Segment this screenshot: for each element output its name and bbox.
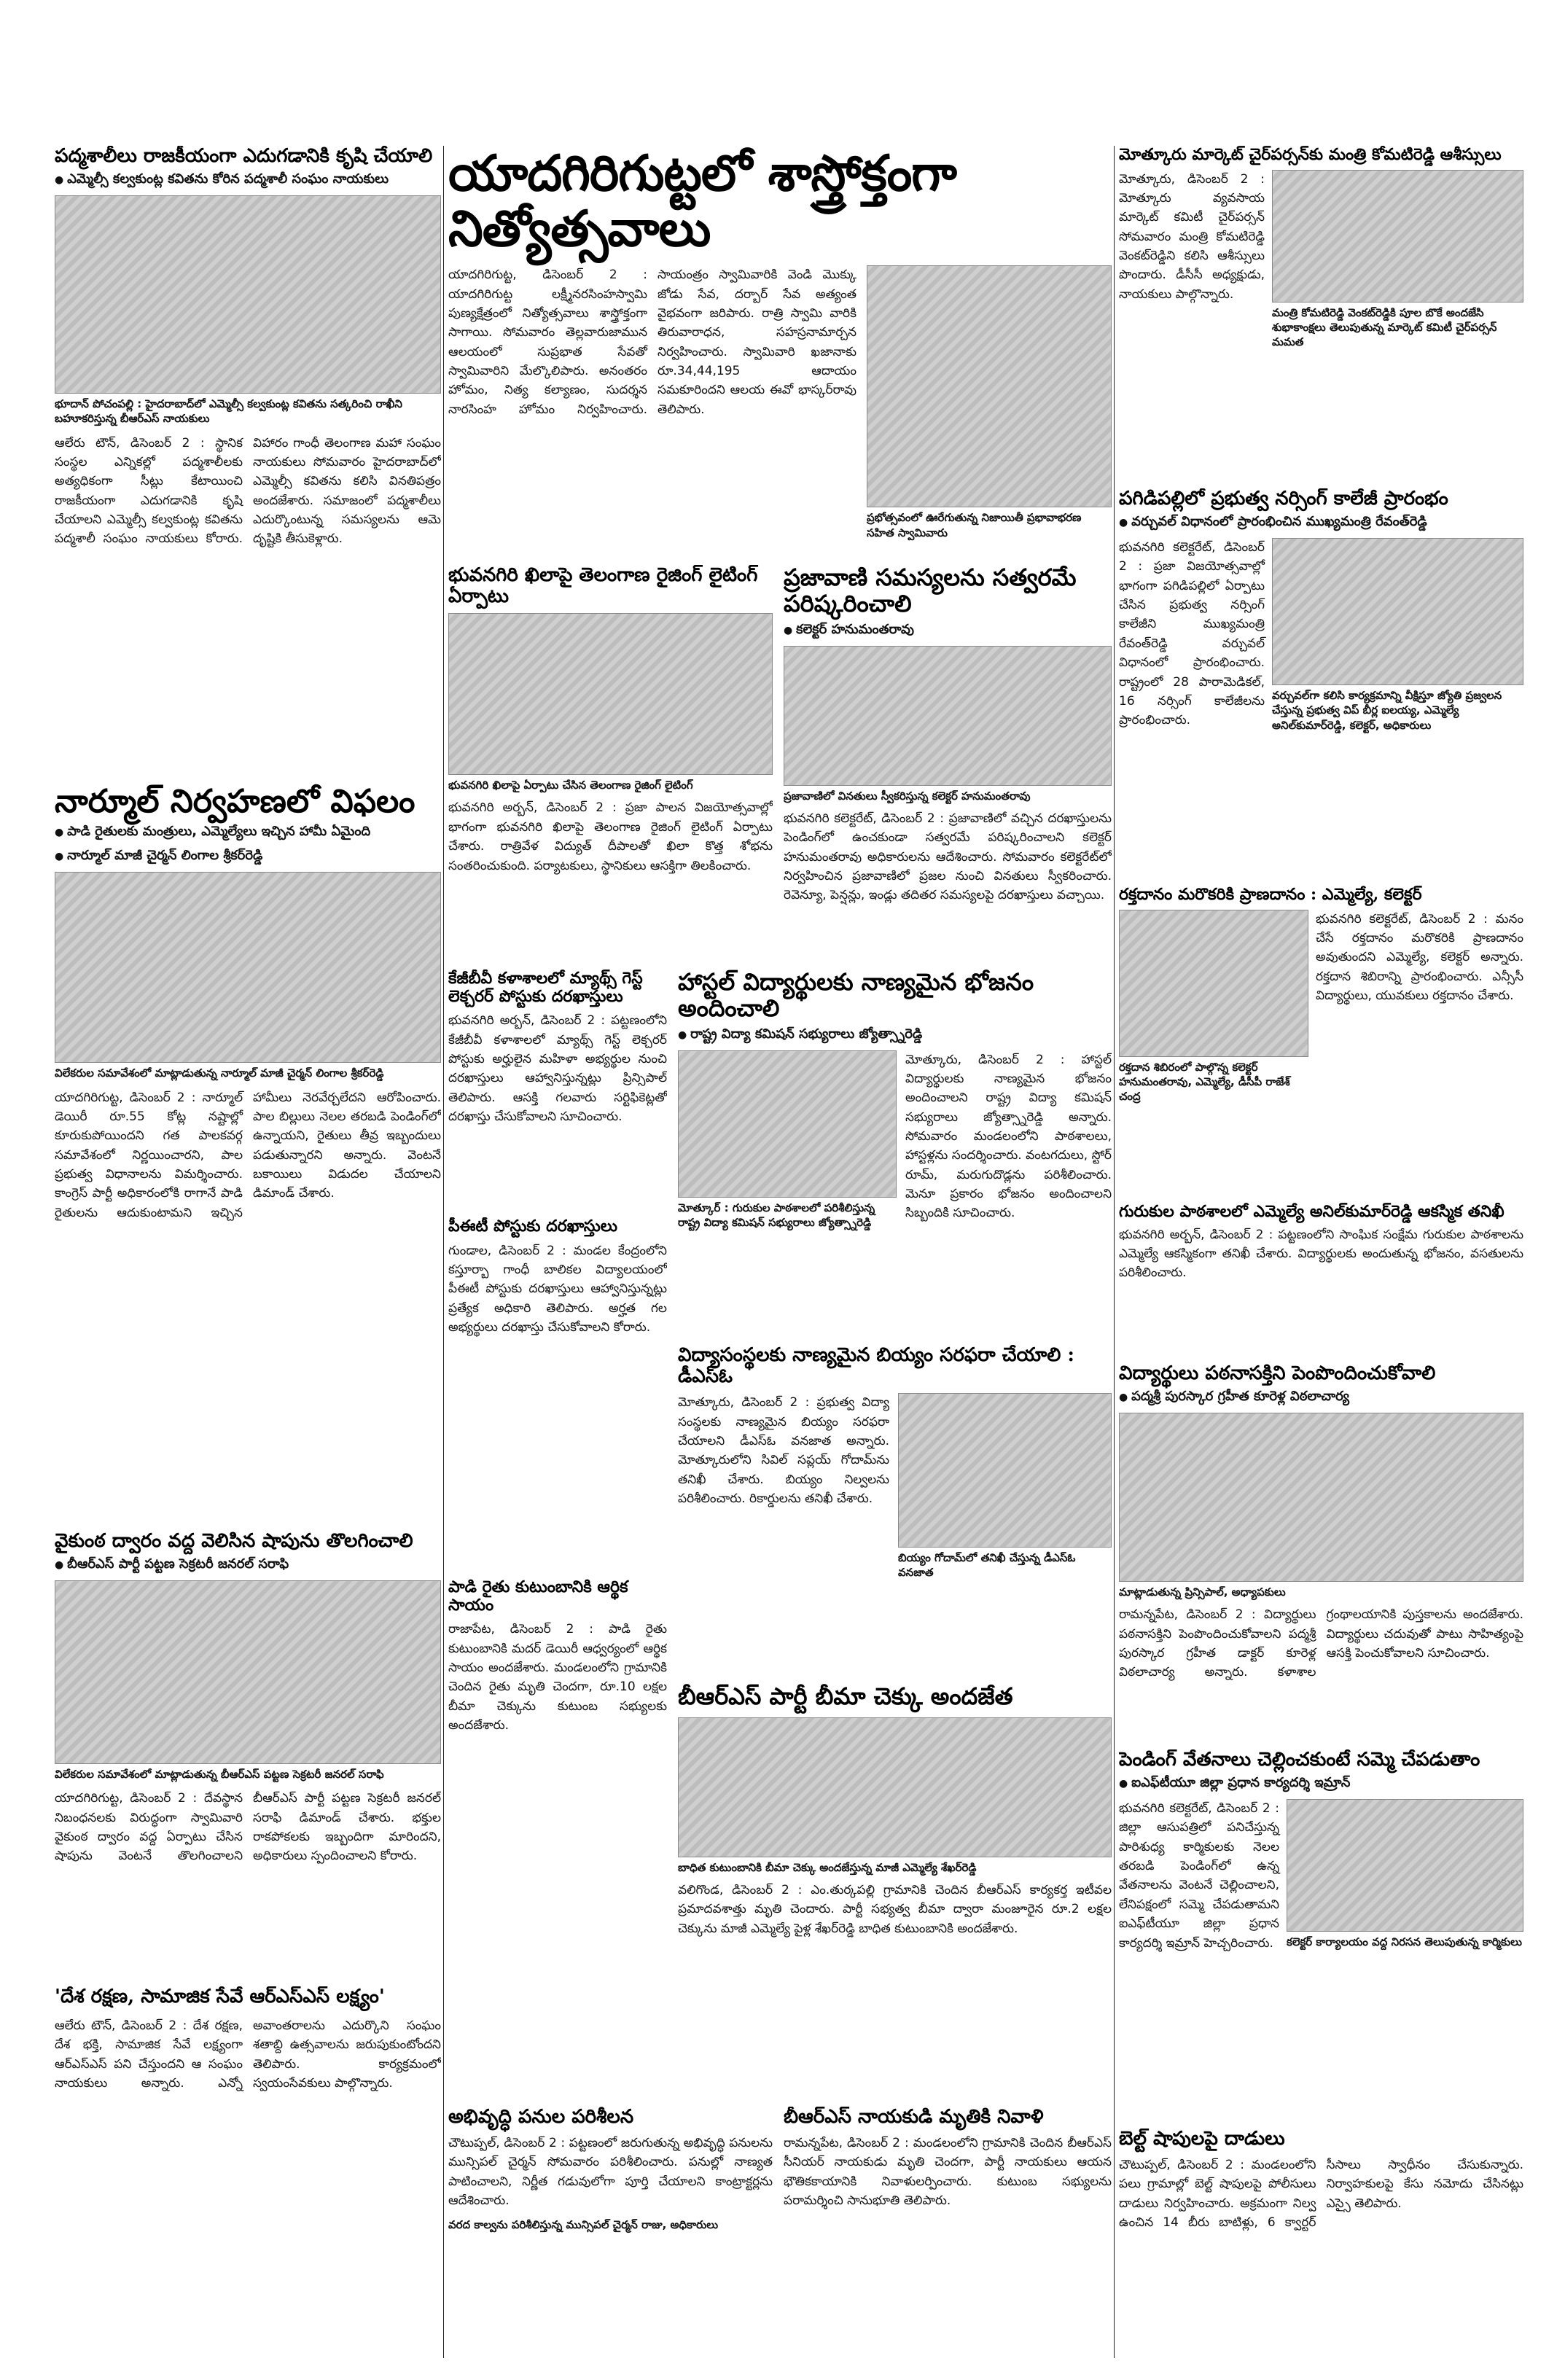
article-body: భువనగిరి కలెక్టరేట్, డిసెంబర్ 2 : ప్రజావాణిలో వచ్చిన దరఖాస్తులను పెండింగ్‌లో ఉంచకుండా సత్వరమే పరిష్కరించాలని కలెక్టర్ హనుమంతరావు అధికారులను ఆదేశించారు. సోమవారం కలెక్టరేట్‌లో నిర్వహించిన ప్రజావాణిలో ప్రజల నుంచి వినతులు స్వీకరించారు. రెవెన్యూ, పెన్షన్లు, ఇండ్లు తదితర సమస్యలపై దరఖాస్తులు వచ్చాయి. <box>784 811 1112 903</box>
photo-caption: భువనగిరి ఖిలాపై ఏర్పాటు చేసిన తెలంగాణ రైజింగ్ లైటింగ్ <box>448 779 693 792</box>
article-headline: భువనగిరి ఖిలాపై తెలంగాణ రైజింగ్ లైటింగ్ ఏర్పాటు <box>448 565 758 608</box>
article-body: భువనగిరి అర్బన్, డిసెంబర్ 2 : ప్రజా పాలన విజయోత్సవాల్లో భాగంగా భువనగిరి ఖిలాపై తెలంగాణ రైజింగ్ లైటింగ్ ఏర్పాటు చేశారు. రాత్రివేళ విద్యుత్ దీపాలతో ఖిలా కొత్త శోభను సంతరించుకుంది. పర్యాటకులు, స్థానికులు ఆసక్తిగా తిలకించారు. <box>448 800 773 873</box>
article-headline: వైకుంఠ ద్వారం వద్ద వెలిసిన షాపును తొలగించాలి <box>55 1531 413 1552</box>
article-belt-shops <box>1119 2129 1523 2362</box>
article-subheadline: ● ఎమ్మెల్సీ కల్వకుంట్ల కవితను కోరిన పద్మశాలీ సంఘం నాయకులు <box>55 171 441 190</box>
article-headline: మోత్కూరు మార్కెట్ చైర్‌పర్సన్‌కు మంత్రి కోమటిరెడ్డి ఆశీస్సులు <box>1119 146 1502 164</box>
lead-article-yadagirigutta <box>448 146 1112 554</box>
news-photo <box>1272 170 1523 303</box>
article-pet-post <box>448 1217 667 1567</box>
article-headline: బీఆర్ఎస్ నాయకుడి మృతికి నివాళి <box>784 2107 1044 2128</box>
news-photo <box>898 1393 1112 1548</box>
article-motkur-market <box>1119 146 1523 477</box>
article-bhuvanagiri-fort <box>448 565 773 959</box>
article-development-works <box>448 2107 773 2362</box>
column-rule <box>443 146 444 2358</box>
article-subheadline: ● పాడి రైతులకు మంత్రులు, ఎమ్మెల్యేలు ఇచ్చిన హామీ ఏమైంది <box>55 824 441 842</box>
article-body: గుండాల, డిసెంబర్ 2 : మండల కేంద్రంలోని కస్తూర్బా గాంధీ బాలికల విద్యాలయంలో పీఈటీ పోస్టుకు దరఖాస్తులు ఆహ్వానిస్తున్నట్లు ప్రత్యేక అధికారి తెలిపారు. అర్హత గల అభ్యర్థులు దరఖాస్తు చేసుకోవాలని కోరారు. <box>448 1243 667 1335</box>
article-prajavani <box>784 565 1112 959</box>
news-photo <box>1119 910 1308 1057</box>
article-body: యాదగిరిగుట్ట, డిసెంబర్ 2 : యాదగిరిగుట్ట లక్ష్మీనరసింహస్వామి పుణ్యక్షేత్రంలో నిత్యోత్సవాలు శాస్త్రోక్తంగా సాగాయి. సోమవారం తెల్లవారుజామున ఆలయంలో సుప్రభాత సేవతో స్వామివారిని మేల్కొలిపారు. అనంతరం హోమం, నిత్య కల్యాణం, సుదర్శన నారసింహ హోమం నిర్వహించారు. సాయంత్రం స్వామివారికి వెండి మొక్కు జోడు సేవ, దర్బార్ సేవ అత్యంత వైభవంగా జరిపారు. రాత్రి స్వామి వారికి తిరువారాధన, సహస్రనామార్చన నిర్వహించారు. స్వామివారి ఖజానాకు రూ.34,44,195 ఆదాయం సమకూరిందని ఆలయ ఈవో భాస్కర్‌రావు తెలిపారు. <box>448 268 856 417</box>
article-brs-insurance <box>678 1684 1112 2092</box>
photo-caption: భూదాన్ పోచంపల్లి : హైదరాబాద్‌లో ఎమ్మెల్సీ కల్వకుంట్ల కవితను సత్కరించి రాఖీని బహూకరిస్తున్న బీఆర్ఎస్ నాయకులు <box>55 397 402 426</box>
article-body: భువనగిరి అర్బన్, డిసెంబర్ 2 : పట్టణంలోని సాంఘిక సంక్షేమ గురుకుల పాఠశాలను ఎమ్మెల్యే ఆకస్మికంగా తనిఖీ చేశారు. విద్యార్థులకు అందుతున్న భోజనం, వసతులను పరిశీలించారు. <box>1119 1227 1523 1281</box>
news-photo <box>55 1580 441 1764</box>
article-subheadline: ● రాష్ట్ర విద్యా కమిషన్ సభ్యురాలు జ్యోత్స్నారెడ్డి <box>678 1026 1112 1045</box>
news-photo <box>1119 1413 1523 1582</box>
article-pending-wages <box>1119 1749 1523 2114</box>
news-photo <box>448 613 773 775</box>
photo-caption: వర్చువల్‌గా కలిసి కార్యక్రమాన్ని వీక్షిస్తూ జ్యోతి ప్రజ్వలన చేస్తున్న ప్రభుత్వ విప్ బీర్ల ఐలయ్య, ఎమ్మెల్యే అనిల్‌కుమార్‌రెడ్డి, కలెక్టర్, అధికారులు <box>1272 689 1502 732</box>
article-body: మోత్కూరు, డిసెంబర్ 2 : మోత్కూరు వ్యవసాయ మార్కెట్ కమిటీ చైర్‌పర్సన్ సోమవారం మంత్రి కోమటిరెడ్డి వెంకట్‌రెడ్డిని కలిసి ఆశీస్సులు పొందారు. డీసీసీ అధ్యక్షుడు, నాయకులు పాల్గొన్నారు. <box>1119 171 1265 302</box>
article-headline: విద్యార్థులు పఠనాసక్తిని పెంపొందించుకోవాలి <box>1119 1363 1436 1384</box>
news-photo <box>678 1050 897 1198</box>
article-headline: విద్యాసంస్థలకు నాణ్యమైన బియ్యం సరఫరా చేయాలి : డీఎస్ఓ <box>678 1345 1074 1388</box>
photo-caption: మంత్రి కోమటిరెడ్డి వెంకట్‌రెడ్డికి పూల బొకే అందజేసి శుభాకాంక్షలు తెలుపుతున్న మార్కెట్ కమిటీ చైర్‌పర్సన్ మమత <box>1272 305 1497 349</box>
news-photo <box>1287 1799 1523 1932</box>
article-headline: పగిడిపల్లిలో ప్రభుత్వ నర్సింగ్ కాలేజీ ప్రారంభం <box>1119 488 1448 510</box>
left-column <box>55 146 441 2365</box>
news-photo <box>678 1717 1112 1857</box>
news-photo <box>55 195 441 394</box>
article-body: మోత్కూరు, డిసెంబర్ 2 : ప్రభుత్వ విద్యా సంస్థలకు నాణ్యమైన బియ్యం సరఫరా చేయాలని డీఎస్ఓ వనజాత అన్నారు. మోత్కూరులోని సివిల్ సప్లయ్ గోదామ్‌ను తనిఖీ చేశారు. బియ్యం నిల్వలను పరిశీలించారు. రికార్డులను తనిఖీ చేశారు. <box>678 1395 889 1506</box>
article-gurukul-inspection <box>1119 1203 1523 1356</box>
photo-caption: కలెక్టర్ కార్యాలయం వద్ద నిరసన తెలుపుతున్న కార్మికులు <box>1287 1935 1522 1949</box>
article-rss <box>55 1986 441 2365</box>
photo-caption: బియ్యం గోదామ్‌లో తనిఖీ చేస్తున్న డీఎస్ఓ వనజాత <box>898 1551 1076 1580</box>
photo-caption: మాట్లాడుతున్న ప్రిన్సిపాల్, అధ్యాపకులు <box>1119 1585 1286 1599</box>
article-body: మోత్కూరు, డిసెంబర్ 2 : హాస్టల్ విద్యార్థులకు నాణ్యమైన భోజనం అందించాలని రాష్ట్ర విద్యా కమిషన్ సభ్యురాలు జ్యోత్స్నారెడ్డి అన్నారు. సోమవారం మండలంలోని పాఠశాలలు, హాస్టళ్లను సందర్శించారు. వంటగదులు, స్టోర్ రూమ్, మరుగుదొడ్లను పరిశీలించారు. మెనూ ప్రకారం భోజనం అందించాలని సిబ్బందికి సూచించారు. <box>905 1052 1112 1221</box>
article-subheadline: ● పద్మశ్రీ పురస్కార గ్రహీత కూరెళ్ల విఠలాచార్య <box>1119 1389 1523 1407</box>
article-headline: పాడి రైతు కుటుంబానికి ఆర్థిక సాయం <box>448 1578 628 1615</box>
article-body: వలిగొండ, డిసెంబర్ 2 : ఎం.తుర్కపల్లి గ్రామానికి చెందిన బీఆర్ఎస్ కార్యకర్త ఇటీవల ప్రమాదవశాత్తు మృతి చెందారు. పార్టీ సభ్యత్వ బీమా ద్వారా మంజూరైన రూ.2 లక్షల చెక్కును మాజీ ఎమ్మెల్యే పైళ్ల శేఖర్‌రెడ్డి బాధిత కుటుంబానికి అందజేశారు. <box>678 1883 1112 1936</box>
article-subheadline: ● కలెక్టర్ హనుమంతరావు <box>784 622 1112 640</box>
photo-caption: బాధిత కుటుంబానికి బీమా చెక్కు అందజేస్తున్న మాజీ ఎమ్మెల్యే శేఖర్‌రెడ్డి <box>678 1860 977 1874</box>
article-farmer-aid <box>448 1578 667 1826</box>
article-headline: పెండింగ్ వేతనాలు చెల్లించకుంటే సమ్మె చేపడుతాం <box>1119 1749 1480 1771</box>
article-headline: పీఈటీ పోస్టుకు దరఖాస్తులు <box>448 1217 617 1236</box>
article-body: చౌటుప్పల్, డిసెంబర్ 2 : పట్టణంలో జరుగుతున్న అభివృద్ధి పనులను మున్సిపల్ చైర్మన్ సోమవారం పరిశీలించారు. పనుల్లో నాణ్యత పాటించాలని, నిర్ణీత గడువులోగా పూర్తి చేయాలని కాంట్రాక్టర్లను ఆదేశించారు. <box>448 2136 773 2209</box>
article-body: భువనగిరి కలెక్టరేట్, డిసెంబర్ 2 : ప్రజా విజయోత్సవాల్లో భాగంగా పగిడిపల్లిలో ఏర్పాటు చేసిన ప్రభుత్వ నర్సింగ్ కాలేజీని ముఖ్యమంత్రి రేవంత్‌రెడ్డి వర్చువల్ విధానంలో ప్రారంభించారు. రాష్ట్రంలో 28 పారామెడికల్, 16 నర్సింగ్ కాలేజీలను ప్రారంభించారు. <box>1119 540 1265 728</box>
article-subheadline: ● ఐఎఫ్‌టీయూ జిల్లా ప్రధాన కార్యదర్శి ఇమ్రాన్ <box>1119 1775 1523 1793</box>
photo-caption: విలేకరుల సమావేశంలో మాట్లాడుతున్న బీఆర్ఎస్ పట్టణ సెక్రటరీ జనరల్ సరాఫి <box>55 1768 384 1782</box>
article-headline: పద్మశాలీలు రాజకీయంగా ఎదుగడానికి కృషి చేయాలి <box>55 146 433 167</box>
photo-caption: ప్రజావాణిలో వినతులు స్వీకరిస్తున్న కలెక్టర్ హనుమంతరావు <box>784 789 1031 803</box>
article-subheadline: ● వర్చువల్ విధానంలో ప్రారంభించిన ముఖ్యమంత్రి రేవంత్‌రెడ్డి <box>1119 514 1523 532</box>
article-body: భువనగిరి అర్బన్, డిసెంబర్ 2 : పట్టణంలోని కేజీబీవీ కళాశాలలో మ్యాథ్స్ గెస్ట్ లెక్చరర్ పోస్టుకు అర్హులైన మహిళా అభ్యర్థుల నుంచి దరఖాస్తులు ఆహ్వానిస్తున్నట్లు ప్రిన్సిపాల్ తెలిపారు. ఆసక్తి గలవారు సర్టిఫికెట్లతో దరఖాస్తు చేసుకోవాలని సూచించారు. <box>448 1013 667 1124</box>
article-headline: గురుకుల పాఠశాలలో ఎమ్మెల్యే అనిల్‌కుమార్‌రెడ్డి ఆకస్మిక తనిఖీ <box>1119 1203 1505 1221</box>
article-subheadline: ● బీఆర్ఎస్ పార్టీ పట్టణ సెక్రటరీ జనరల్ సరాఫి <box>55 1556 441 1575</box>
article-headline: నార్మూల్ నిర్వహణలో విఫలం <box>55 784 415 820</box>
news-photo <box>1272 538 1523 685</box>
article-body: చౌటుప్పల్, డిసెంబర్ 2 : మండలంలోని పలు గ్రామాల్లో బెల్ట్ షాపులపై పోలీసులు దాడులు నిర్వహించారు. అక్రమంగా నిల్వ ఉంచిన 14 బీరు బాటిళ్లు, 6 క్వార్టర్ సీసాలు స్వాధీనం చేసుకున్నారు. నిర్వాహకులపై కేసు నమోదు చేసినట్లు ఎస్సై తెలిపారు. <box>1119 2158 1523 2231</box>
article-body: భువనగిరి కలెక్టరేట్, డిసెంబర్ 2 : జిల్లా ఆసుపత్రిలో పనిచేస్తున్న పారిశుధ్య కార్మికులకు నెలల తరబడి పెండింగ్‌లో ఉన్న వేతనాలను వెంటనే చెల్లించాలని, లేనిపక్షంలో సమ్మె చేపడుతామని ఐఎఫ్‌టీయూ జిల్లా ప్రధాన కార్యదర్శి ఇమ్రాన్ హెచ్చరించారు. <box>1119 1801 1279 1951</box>
article-headline: బీఆర్ఎస్ పార్టీ బీమా చెక్కు అందజేత <box>678 1684 1013 1710</box>
article-headline: అభివృద్ధి పనుల పరిశీలన <box>448 2107 634 2128</box>
right-column <box>1119 146 1523 2365</box>
article-body: భువనగిరి కలెక్టరేట్, డిసెంబర్ 2 : మనం చేసే రక్తదానం మరొకరికి ప్రాణదానం అవుతుందని ఎమ్మెల్యే, కలెక్టర్ అన్నారు. రక్తదాన శిబిరాన్ని ప్రారంభించారు. ఎన్సీసీ విద్యార్థులు, యువకులు రక్తదానం చేశారు. <box>1316 911 1523 1003</box>
center-column <box>448 146 1112 2365</box>
article-dso-rice <box>678 1345 1112 1673</box>
article-body: యాదగిరిగుట్ట, డిసెంబర్ 2 : నార్మూల్ డెయిరీ రూ.55 కోట్ల నష్టాల్లో కూరుకుపోయిందని గత పాలకవర్గ సమావేశంలో నిర్ణయించారని, పాల ప్రభుత్వ విధానాలను విమర్శించారు. కాంగ్రెస్ పార్టీ అధికారంలోకి రాగానే పాడి రైతులను ఆదుకుంటామని ఇచ్చిన హామీలు నెరవేర్చలేదని ఆరోపించారు. పాల బిల్లులు నెలల తరబడి పెండింగ్‌లో ఉన్నాయని, రైతులు తీవ్ర ఇబ్బందులు పడుతున్నారని అన్నారు. వెంటనే బకాయిలు విడుదల చేయాలని డిమాండ్ చేశారు. <box>55 1090 441 1220</box>
photo-caption: వరద కాల్వను పరిశీలిస్తున్న మున్సిపల్ చైర్మన్ రాజు, అధికారులు <box>448 2218 719 2232</box>
article-headline: ప్రజావాణి సమస్యలను సత్వరమే పరిష్కరించాలి <box>784 565 1077 617</box>
photo-caption: మోత్కూర్ : గురుకుల పాఠశాలలో పరిశీలిస్తున్న రాష్ట్ర విద్యా కమిషన్ సభ్యురాలు జ్యోత్స్నారెడ్డి <box>678 1201 875 1229</box>
news-photo <box>55 872 441 1063</box>
article-headline: హాస్టల్ విద్యార్థులకు నాణ్యమైన భోజనం అందించాలి <box>678 969 1034 1022</box>
article-subheadline: ● నార్మూల్ మాజీ చైర్మన్ లింగాల శ్రీకర్‌రెడ్డి <box>55 848 441 866</box>
news-photo <box>784 646 1112 786</box>
article-narmul <box>55 784 441 1520</box>
article-vaikunta-shop <box>55 1531 441 1975</box>
article-body: రామన్నపేట, డిసెంబర్ 2 : మండలంలోని గ్రామానికి చెందిన బీఆర్ఎస్ సీనియర్ నాయకుడు మృతి చెందగా, పార్టీ నాయకులు ఆయన భౌతికకాయానికి నివాళులర్పించారు. కుటుంబ సభ్యులను పరామర్శించి సానుభూతి తెలిపారు. <box>784 2136 1112 2209</box>
article-kgbv-lecturer <box>448 969 667 1210</box>
article-body: రామన్నపేట, డిసెంబర్ 2 : విద్యార్థులు పఠనాసక్తిని పెంపొందించుకోవాలని పద్మశ్రీ పురస్కార గ్రహీత డాక్టర్ కూరెళ్ల విఠలాచార్య అన్నారు. కళాశాల గ్రంథాలయానికి పుస్తకాలను అందజేశారు. విద్యార్థులు చదువుతో పాటు సాహిత్యంపై ఆసక్తి పెంచుకోవాలని సూచించారు. <box>1119 1607 1523 1680</box>
article-headline: కేజీబీవీ కళాశాలలో మ్యాథ్స్ గెస్ట్ లెక్చరర్ పోస్టుకు దరఖాస్తులు <box>448 969 643 1006</box>
lead-headline: యాదగిరిగుట్టలో శాస్త్రోక్తంగా నిత్యోత్సవాలు <box>448 146 956 259</box>
column-rule <box>1114 146 1115 2358</box>
article-brs-tribute <box>784 2107 1112 2362</box>
article-headline: బెల్ట్ షాపులపై దాడులు <box>1119 2129 1285 2150</box>
photo-caption: ప్రభోత్సవంలో ఊరేగుతున్న నిజాయితీ ప్రభావాభరణ సహిత స్వామివారు <box>867 511 1082 539</box>
article-body: రాజాపేట, డిసెంబర్ 2 : పాడి రైతు కుటుంబానికి మదర్ డెయిరీ ఆధ్వర్యంలో ఆర్థిక సాయం అందజేశారు. మండలంలోని గ్రామానికి చెందిన రైతు మృతి చెందగా, రూ.10 లక్షల బీమా చెక్కును కుటుంబ సభ్యులకు అందజేశారు. <box>448 1622 667 1733</box>
photo-caption: రక్తదాన శిబిరంలో పాల్గొన్న కలెక్టర్ హనుమంతరావు, ఎమ్మెల్యే, డీసీపీ రాజేశ్ చంద్ర <box>1119 1060 1290 1104</box>
news-photo <box>867 265 1112 507</box>
photo-caption: విలేకరుల సమావేశంలో మాట్లాడుతున్న నార్మూల్ మాజీ చైర్మన్ లింగాల శ్రీకర్‌రెడ్డి <box>55 1066 384 1080</box>
article-body: యాదగిరిగుట్ట, డిసెంబర్ 2 : దేవస్థాన నిబంధనలకు విరుద్ధంగా స్వామివారి వైకుంఠ ద్వారం వద్ద ఏర్పాటు చేసిన షాపును వెంటనే తొలగించాలని బీఆర్ఎస్ పార్టీ పట్టణ సెక్రటరీ జనరల్ సరాఫి డిమాండ్ చేశారు. భక్తుల రాకపోకలకు ఇబ్బందిగా మారిందని, అధికారులు స్పందించాలని కోరారు. <box>55 1791 441 1864</box>
article-headline: 'దేశ రక్షణ, సామాజిక సేవే ఆర్ఎస్ఎస్ లక్ష్యం' <box>55 1986 385 2008</box>
article-body: ఆలేరు టౌన్, డిసెంబర్ 2 : స్థానిక సంస్థల ఎన్నికల్లో పద్మశాలీలకు అత్యధికంగా సీట్లు కేటాయించి రాజకీయంగా ఎదుగడానికి కృషి చేయాలని ఎమ్మెల్సీ కల్వకుంట్ల కవితను పద్మశాలీ సంఘం నాయకులు కోరారు. విహారం గాంధీ తెలంగాణ మహా సంఘం నాయకులు సోమవారం హైదరాబాద్‌లో ఎమ్మెల్సీ కవితను కలిసి వినతిపత్రం అందజేశారు. సమాజంలో పద్మశాలీలు ఎదుర్కొంటున్న సమస్యలను ఆమె దృష్టికి తీసుకెళ్లారు. <box>55 435 441 547</box>
article-headline: రక్తదానం మరొకరికి ప్రాణదానం : ఎమ్మెల్యే, కలెక్టర్ <box>1119 886 1422 904</box>
article-padmashali <box>55 146 441 773</box>
article-hostel-food <box>678 969 1112 1334</box>
article-body: ఆలేరు టౌన్, డిసెంబర్ 2 : దేశ రక్షణ, దేశ భక్తి, సామాజిక సేవే లక్ష్యంగా ఆర్ఎస్ఎస్ పని చేస్తుందని ఆ సంఘం నాయకులు అన్నారు. ఎన్నో అవాంతరాలను ఎదుర్కొని సంఘం శతాబ్ది ఉత్సవాలను జరుపుకుంటోందని తెలిపారు. కార్యక్రమంలో స్వయంసేవకులు పాల్గొన్నారు. <box>55 2018 441 2091</box>
article-nursing-college <box>1119 488 1523 875</box>
